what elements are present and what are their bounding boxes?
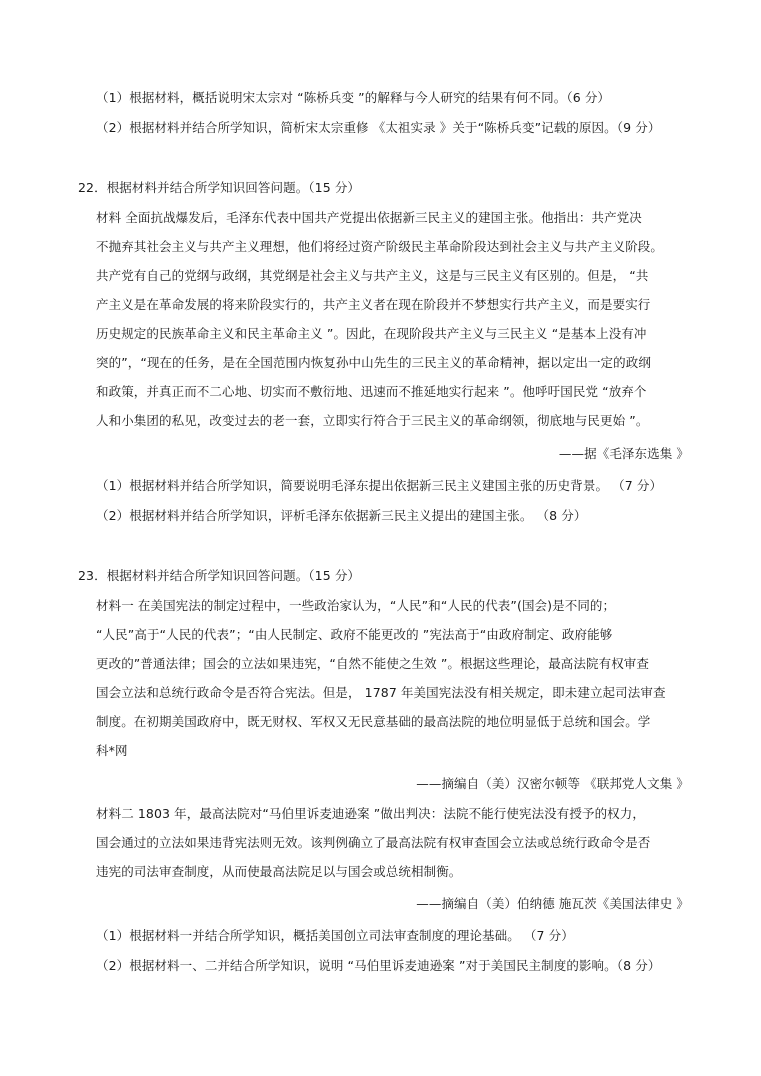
q22-title: 22．根据材料并结合所学知识回答问题。（15 分）	[78, 180, 361, 195]
q23-source-citation-2: ——摘编自（美）伯纳德 施瓦茨《美国法律史 》	[416, 896, 689, 911]
q23-material1-line: 更改的”普通法律；国会的立法如果违宪，“自然不能使之生效 ”。根据这些理论，最高法院有权审查	[96, 656, 650, 671]
q22-material-line: 人和小集团的私见，改变过去的老一套，立即实行符合于三民主义的革命纲领，彻底地与民更始 ”。	[96, 413, 649, 428]
q23-material2-line: 国会通过的立法如果违背宪法则无效。该判例确立了最高法院有权审查国会立法或总统行政命令是否	[96, 835, 651, 850]
q22-material-line: 和政策，并真正而不二心地、切实而不敷衍地、迅速而不推延地实行起来 ”。他呼吁国民党 “放弃个	[96, 384, 647, 399]
q23-material1-line: 国会立法和总统行政命令是否符合宪法。但是， 1787 年美国宪法没有相关规定，即未建立起司法审查	[96, 685, 666, 700]
q22-material-line: 不抛弃其社会主义与共产主义理想，他们将经过资产阶级民主革命阶段达到社会主义与共产主义阶段。	[96, 239, 664, 254]
q23-title: 23．根据材料并结合所学知识回答问题。（15 分）	[78, 568, 361, 583]
q21-subquestion-1: （1）根据材料，概括说明宋太宗对 “陈桥兵变 ”的解释与今人研究的结果有何不同。（6 分）	[96, 90, 611, 105]
q21-subquestion-2: （2）根据材料并结合所学知识，简析宋太宗重修 《太祖实录 》关于“陈桥兵变”记载的原因。（9 分）	[96, 120, 661, 135]
q22-material-line: 历史规定的民族革命主义和民主革命主义 ”。因此，在现阶段共产主义与三民主义 “是基本上没有冲	[96, 326, 647, 341]
q23-subquestion-2: （2）根据材料一、二并结合所学知识，说明 “马伯里诉麦迪逊案 ”对于美国民主制度的影响。（8 分）	[96, 958, 661, 973]
q22-material-line: 共产党有自己的党纲与政纲，其党纲是社会主义与共产主义，这是与三民主义有区别的。但是， “共	[96, 268, 649, 283]
q23-material1-line: 科*网	[96, 743, 128, 758]
q22-material-line: 产主义是在革命发展的将来阶段实行的，共产主义者在现在阶段并不梦想实行共产主义，而是要实行	[96, 297, 651, 312]
q23-material1-line: “人民”高于“人民的代表”；“由人民制定、政府不能更改的 ”宪法高于“由政府制定、政府能够	[96, 627, 613, 642]
q23-material2-line: 材料二 1803 年，最高法院对“马伯里诉麦迪逊案 ”做出判决：法院不能行使宪法没有授予的权力，	[96, 806, 645, 821]
q22-material-line: 突的”，“现在的任务，是在全国范围内恢复孙中山先生的三民主义的革命精神，据以定出一定的政纲	[96, 355, 651, 370]
q22-subquestion-2: （2）根据材料并结合所学知识，评析毛泽东依据新三民主义提出的建国主张。 （8 分）	[96, 508, 587, 523]
q23-material2-line: 违宪的司法审查制度，从而使最高法院足以与国会或总统相制衡。	[96, 864, 462, 879]
q22-source-citation: ——据《毛泽东选集 》	[558, 446, 689, 461]
q23-material1-line: 材料一 在美国宪法的制定过程中，一些政治家认为，“人民”和“人民的代表”(国会)是不同的；	[96, 598, 616, 613]
q22-subquestion-1: （1）根据材料并结合所学知识，简要说明毛泽东提出依据新三民主义建国主张的历史背景。 （7 分）	[96, 478, 663, 493]
q23-subquestion-1: （1）根据材料一并结合所学知识，概括美国创立司法审查制度的理论基础。 （7 分）	[96, 928, 574, 943]
q22-material-line: 材料 全面抗战爆发后，毛泽东代表中国共产党提出依据新三民主义的建国主张。他指出：共产党决	[96, 210, 642, 225]
q23-material1-line: 制度。在初期美国政府中，既无财权、军权又无民意基础的最高法院的地位明显低于总统和国会。学	[96, 714, 651, 729]
q23-source-citation-1: ——摘编自（美）汉密尔顿等 《联邦党人文集 》	[416, 776, 689, 791]
